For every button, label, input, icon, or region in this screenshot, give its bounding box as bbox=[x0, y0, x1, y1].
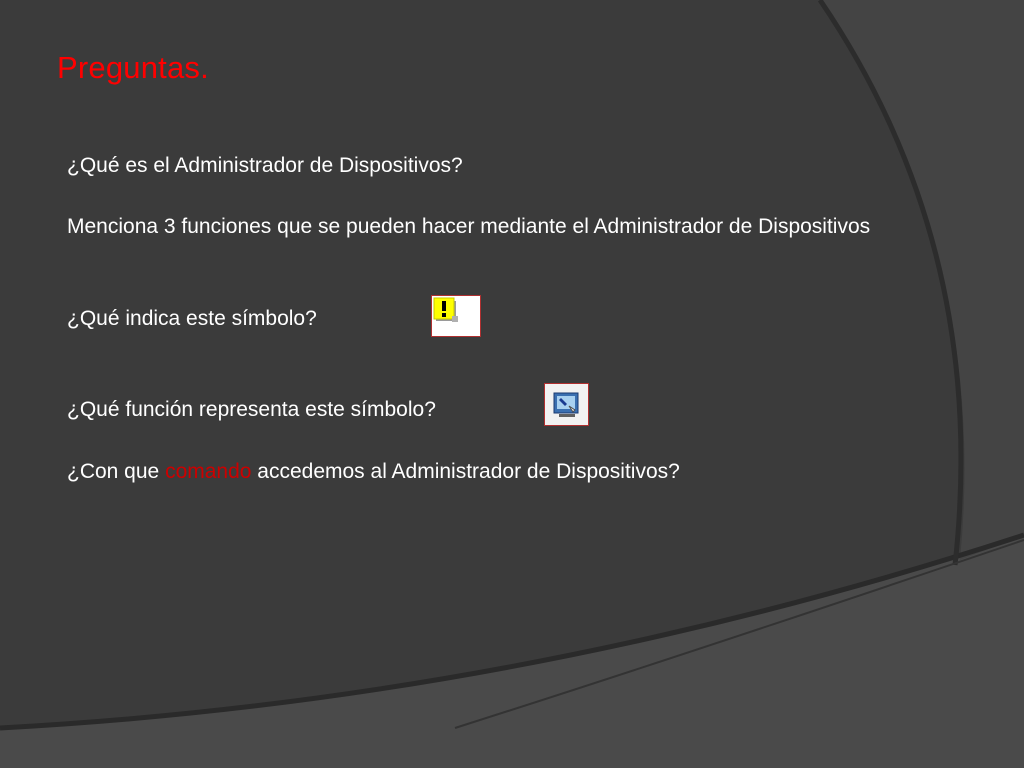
update-driver-icon bbox=[545, 384, 588, 425]
comando-highlight: comando bbox=[165, 460, 252, 483]
question-5-end: accedemos al Administrador de Dispositivos? bbox=[251, 460, 680, 483]
question-3: ¿Qué indica este símbolo? bbox=[67, 307, 317, 330]
warning-exclamation-icon bbox=[432, 296, 480, 336]
question-5 bbox=[67, 457, 927, 487]
question-1: ¿Qué es el Administrador de Dispositivos? bbox=[67, 154, 463, 177]
question-5-start: ¿Con que bbox=[67, 460, 166, 483]
slide-title: Preguntas. bbox=[57, 50, 209, 85]
update-symbol-box bbox=[544, 383, 589, 426]
question-4: ¿Qué función representa este símbolo? bbox=[67, 398, 436, 421]
question-2: Menciona 3 funciones que se pueden hacer mediante el Administrador de Dispositivos bbox=[67, 215, 871, 238]
warning-symbol-box bbox=[431, 295, 481, 337]
